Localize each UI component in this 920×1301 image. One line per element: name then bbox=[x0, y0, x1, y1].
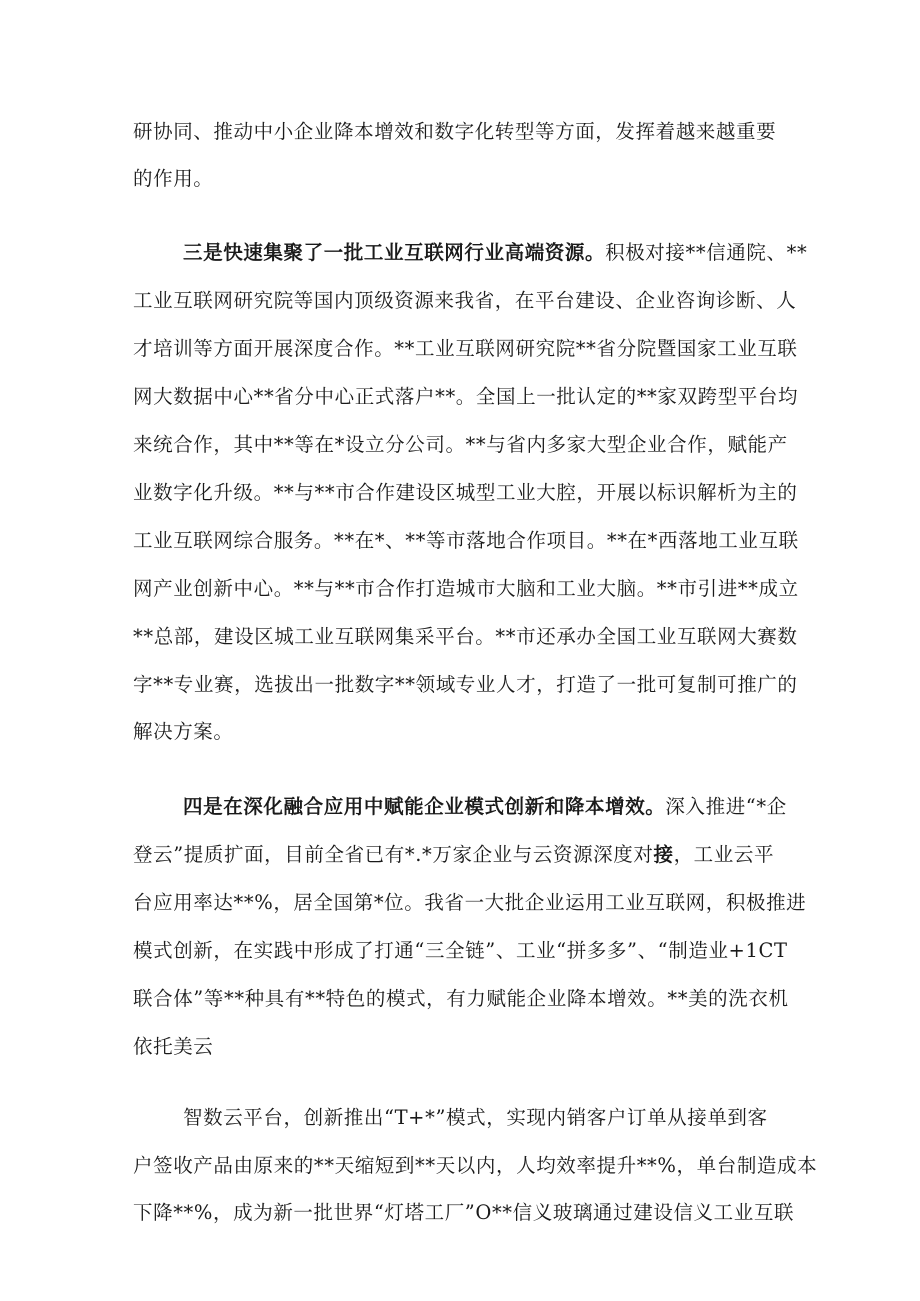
paragraph-2-line-7: 工业互联网综合服务。**在*、**等市落地合作项目。**在*西落地工业互联 bbox=[133, 529, 799, 552]
paragraph-4-line-1: 智数云平台，创新推出“T+*”模式，实现内销客户订单从接单到客 bbox=[183, 1106, 768, 1129]
paragraph-2-line-1 bbox=[183, 238, 808, 268]
paragraph-3-line-2-text: 登云”提质扩面，目前全省已有*.*万家企业与云资源深度对 bbox=[133, 843, 654, 866]
paragraph-3-line-3: 台应用率达**%，居全国第*位。我省一大批企业运用工业互联网，积极推进 bbox=[133, 891, 807, 914]
paragraph-2-line-5: 来统合作，其中**等在*设立分公司。**与省内多家大型企业合作，赋能产 bbox=[133, 433, 788, 456]
paragraph-3-bold-word: 接 bbox=[653, 843, 674, 866]
paragraph-1-line-2: 的作用。 bbox=[133, 167, 214, 190]
paragraph-3-line-2-tail: ，工业云平 bbox=[673, 843, 775, 866]
paragraph-2-line-1-text: 积极对接**信通院、** bbox=[605, 241, 808, 264]
paragraph-3-line-4: 模式创新，在实践中形成了打通“三全链”、工业“拼多多”、“制造业+1CT bbox=[133, 939, 788, 962]
paragraph-2-line-8: 网产业创新中心。**与**市合作打造城市大脑和工业大脑。**市引进**成立 bbox=[133, 577, 799, 600]
paragraph-2-line-2: 工业互联网研究院等国内顶级资源来我省，在平台建设、企业咨询诊断、人 bbox=[133, 289, 797, 312]
paragraph-2-line-3: 才培训等方面开展深度合作。**工业互联网研究院**省分院暨国家工业互联 bbox=[133, 337, 798, 360]
paragraph-3-line-1 bbox=[183, 792, 793, 822]
paragraph-2-line-10: 字**专业赛，选拔出一批数字**领域专业人才，打造了一批可复制可推广的 bbox=[133, 673, 798, 696]
paragraph-3-line-1-text: 深入推进“*企 bbox=[665, 795, 787, 818]
paragraph-1-line-1: 研协同、推动中小企业降本增效和数字化转型等方面，发挥着越来越重要 bbox=[133, 120, 777, 143]
paragraph-2-lead: 三是快速集聚了一批工业互联网行业高端资源。 bbox=[183, 241, 606, 264]
paragraph-3-line-2 bbox=[133, 840, 793, 870]
paragraph-3-lead: 四是在深化融合应用中赋能企业模式创新和降本增效。 bbox=[183, 795, 666, 818]
paragraph-2-line-9: **总部，建设区城工业互联网集采平台。**市还承办全国工业互联网大赛数 bbox=[133, 625, 798, 648]
paragraph-4-line-3: 下降**%，成为新一批世界“灯塔工厂”O**信义玻璃通过建设信义工业互联 bbox=[133, 1201, 795, 1224]
paragraph-2-line-11: 解决方案。 bbox=[133, 720, 234, 743]
paragraph-2-line-4: 网大数据中心**省分中心正式落户**。全国上一批认定的**家双跨型平台均 bbox=[133, 385, 799, 408]
paragraph-3-line-6: 依托美云 bbox=[133, 1035, 214, 1058]
paragraph-2-line-6: 业数字化升级。**与**市合作建设区城型工业大腔，开展以标识解析为主的 bbox=[133, 481, 798, 504]
paragraph-4-line-2: 户签收产品由原来的**天缩短到**天以内，人均效率提升**%，单台制造成本 bbox=[133, 1154, 818, 1177]
paragraph-3-line-5: 联合体”等**种具有**特色的模式，有力赋能企业降本增效。**美的洗衣机 bbox=[133, 987, 789, 1010]
